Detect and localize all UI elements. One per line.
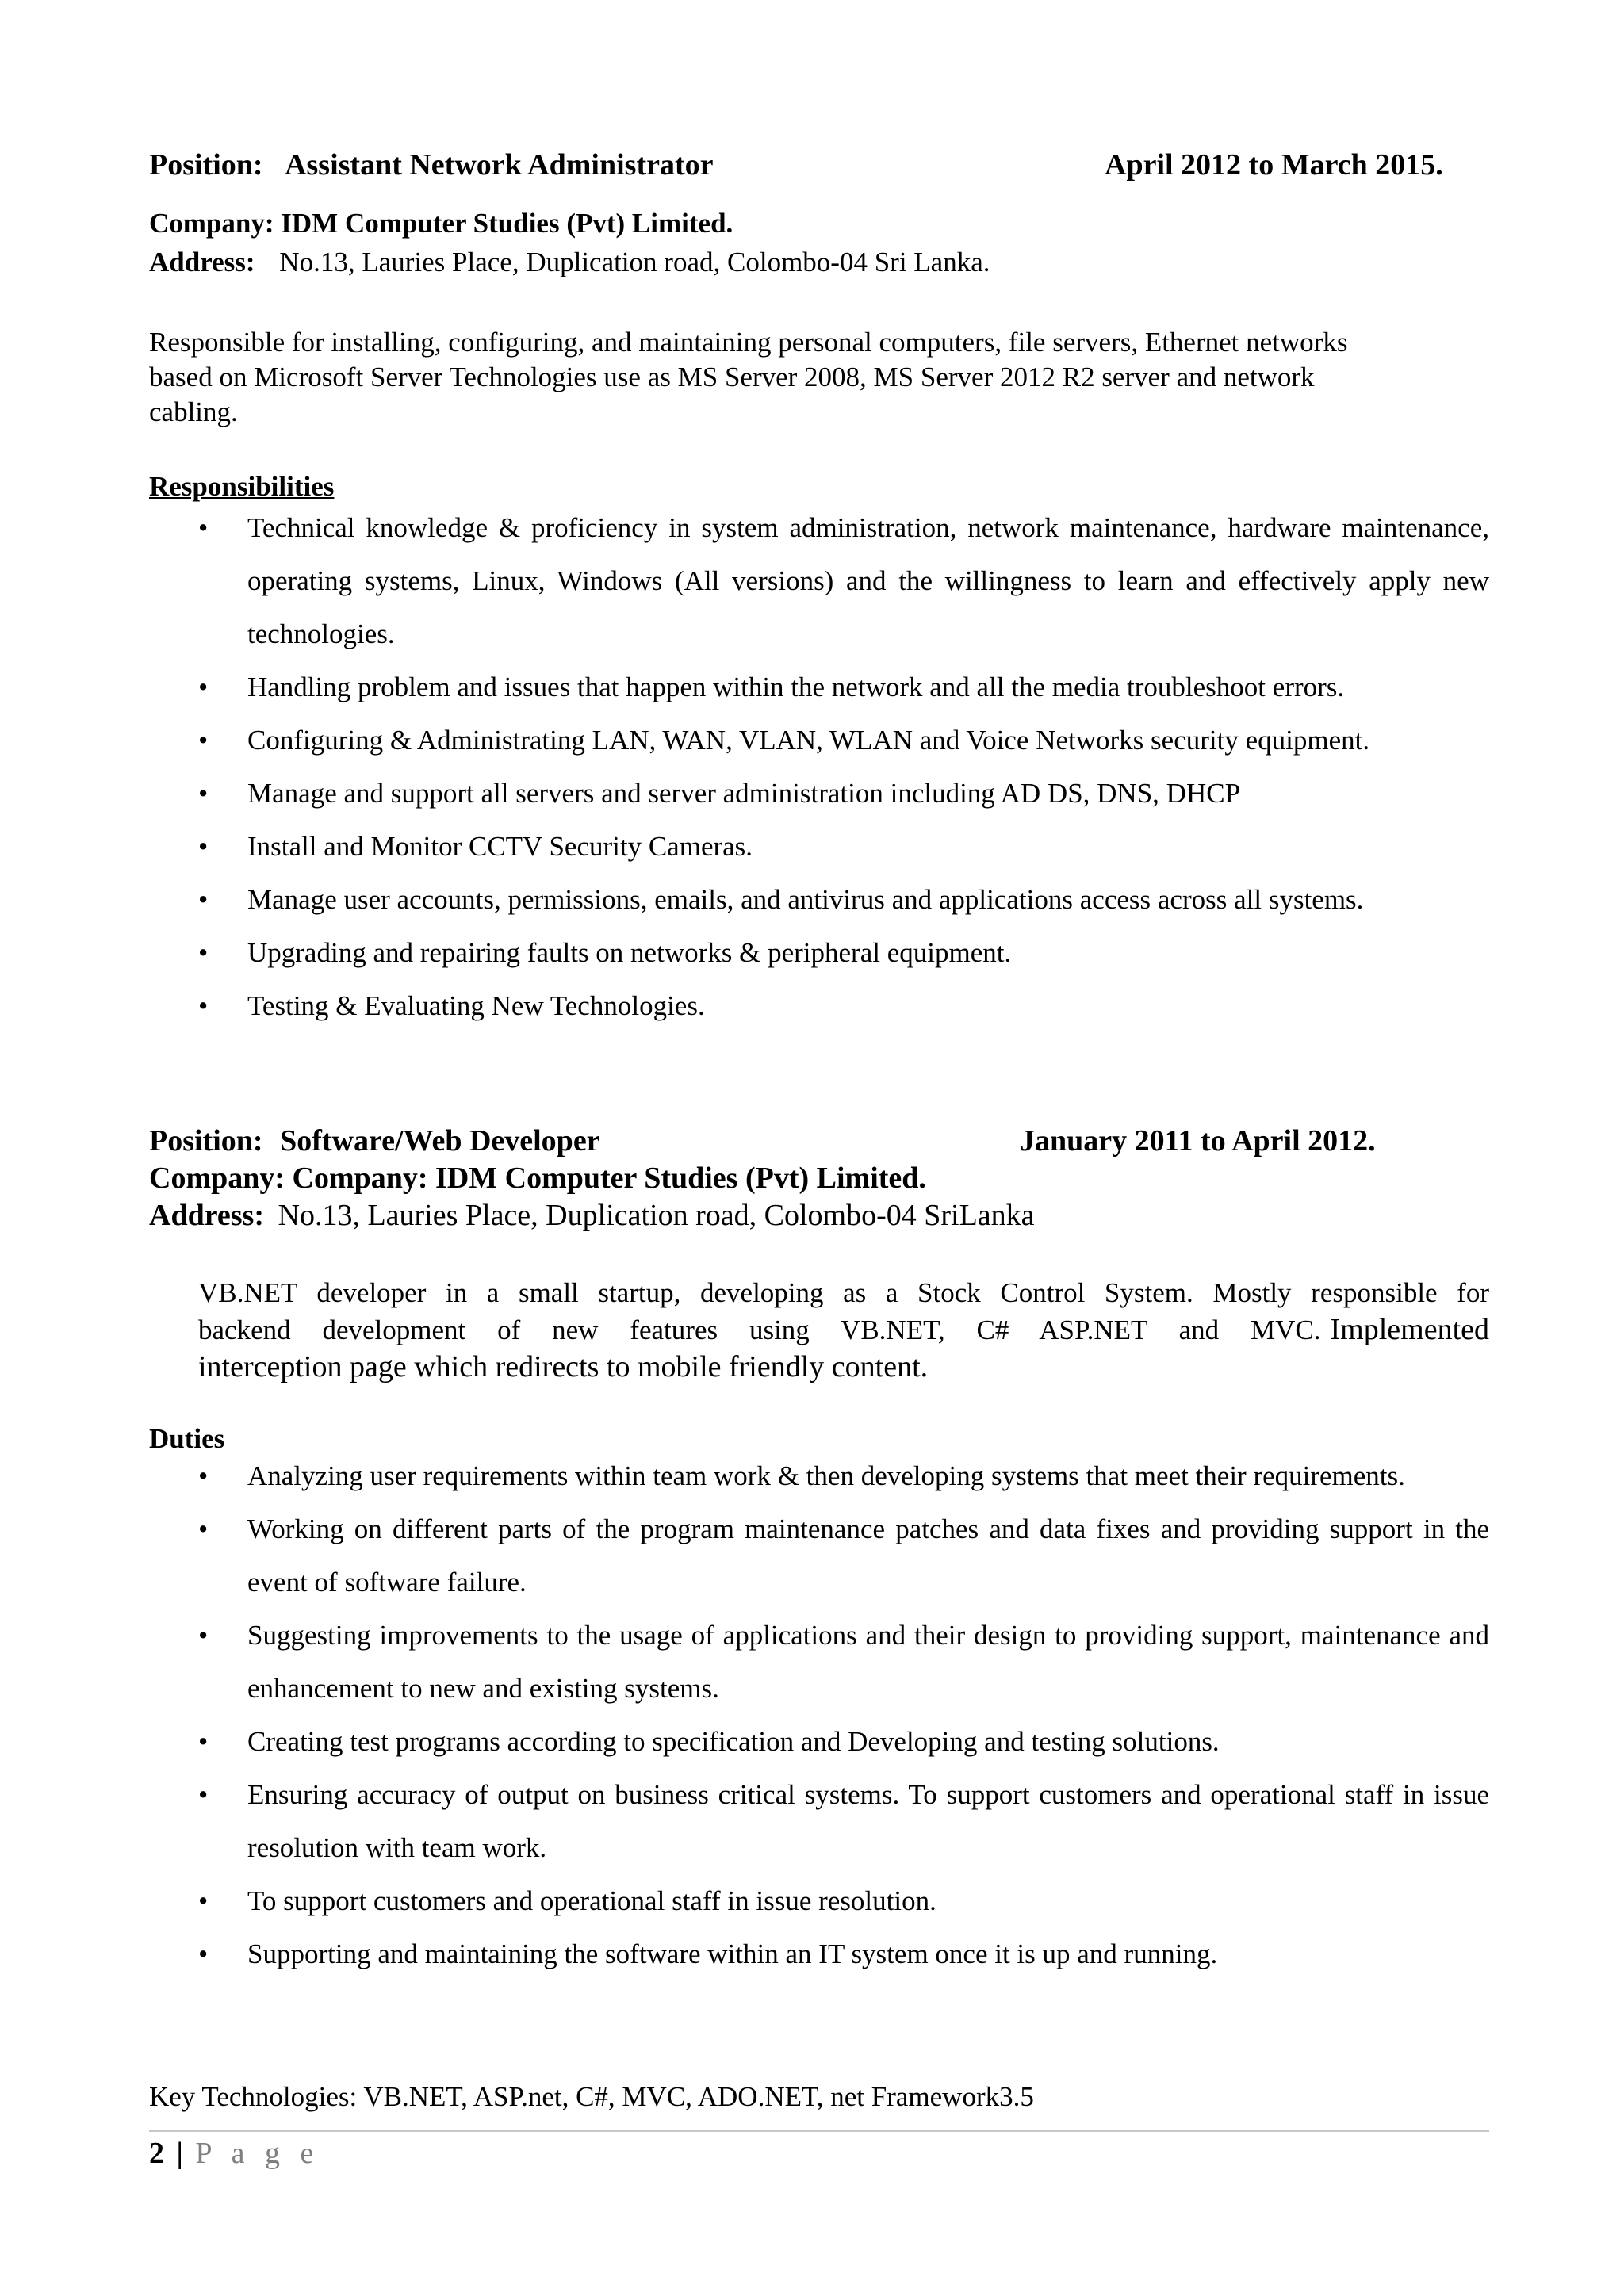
job2-duties-list <box>149 1449 1489 1980</box>
job2-address-value: No.13, Lauries Place, Duplication road, Colombo-04 SriLanka <box>278 1199 1035 1232</box>
page-footer <box>149 2136 320 2171</box>
job1-summary <box>149 325 1347 430</box>
job1-address-line <box>149 247 990 278</box>
bullet-icon: • <box>198 1885 209 1916</box>
bullet-icon: • <box>198 1513 209 1544</box>
footer-divider <box>149 2130 1489 2132</box>
list-item: • Manage user accounts, permissions, emails, and antivirus and applications access across all systems. <box>149 873 1489 926</box>
bullet-icon: • <box>198 778 209 809</box>
job2-summary-line3: interception page which redirects to mobile friendly content. <box>198 1350 929 1383</box>
job1-address-value: No.13, Lauries Place, Duplication road, Colombo-04 Sri Lanka. <box>279 247 990 277</box>
bullet-icon: • <box>198 1779 209 1810</box>
job1-address-label: Address: <box>149 247 255 277</box>
job2-dates: January 2011 to April 2012. <box>1020 1124 1376 1158</box>
bullet-icon: • <box>198 990 209 1021</box>
list-item: • Working on different parts of the program maintenance patches and data fixes and providing support in the event of software failure. <box>149 1502 1489 1609</box>
job2-summary <box>198 1275 1489 1385</box>
page-number: 2 <box>149 2137 164 2170</box>
bullet-icon: • <box>198 725 209 756</box>
list-item: • To support customers and operational staff in issue resolution. <box>149 1874 1489 1927</box>
job1-responsibilities-heading: Responsibilities <box>149 471 335 502</box>
job2-address-label: Address: <box>149 1199 264 1232</box>
bullet-icon: • <box>198 512 209 543</box>
job1-company: Company: IDM Computer Studies (Pvt) Limited. <box>149 208 733 239</box>
bullet-icon: • <box>198 1726 209 1757</box>
job1-position-line <box>149 147 714 182</box>
bullet-icon: • <box>198 937 209 968</box>
list-item: • Analyzing user requirements within team work & then developing systems that meet their requirements. <box>149 1449 1489 1502</box>
list-item: • Handling problem and issues that happen within the network and all the media troubleshoot errors. <box>149 660 1489 714</box>
job1-dates: April 2012 to March 2015. <box>1105 148 1443 182</box>
job2-company: Company: Company: IDM Computer Studies (Pvt) Limited. <box>149 1161 926 1195</box>
list-item: • Creating test programs according to specification and Developing and testing solutions. <box>149 1715 1489 1768</box>
job1-position-label: Position: <box>149 148 263 182</box>
list-item: • Configuring & Administrating LAN, WAN, VLAN, WLAN and Voice Networks security equipment. <box>149 714 1489 767</box>
job2-address-line <box>149 1198 1035 1233</box>
page-word: P a g e <box>195 2137 320 2170</box>
job1-summary-line2: based on Microsoft Server Technologies use as MS Server 2008, MS Server 2012 R2 server and network <box>149 362 1315 392</box>
job2-summary-line2: backend development of new features using VB.NET, C# ASP.NET and MVC. Implemented <box>198 1313 1489 1346</box>
bullet-icon: • <box>198 1460 209 1491</box>
bullet-icon: • <box>198 1938 209 1969</box>
job2-position-label: Position: <box>149 1124 263 1158</box>
bullet-icon: • <box>198 672 209 702</box>
list-item: • Upgrading and repairing faults on networks & peripheral equipment. <box>149 926 1489 979</box>
job2-position-line <box>149 1123 600 1158</box>
job2-summary-line1: VB.NET developer in a small startup, developing as a Stock Control System. Mostly responsible for <box>198 1277 1489 1308</box>
job2-duties-heading: Duties <box>149 1423 225 1454</box>
list-item: • Ensuring accuracy of output on business critical systems. To support customers and operational staff in issue resolution with team work. <box>149 1768 1489 1874</box>
job1-responsibilities-list <box>149 501 1489 1032</box>
job2-position-title: Software/Web Developer <box>280 1124 600 1158</box>
bullet-icon: • <box>198 884 209 915</box>
bullet-icon: • <box>198 1620 209 1651</box>
job1-summary-line3: cabling. <box>149 396 238 427</box>
job1-position-title: Assistant Network Administrator <box>285 148 714 182</box>
list-item: • Manage and support all servers and server administration including AD DS, DNS, DHCP <box>149 767 1489 820</box>
key-technologies: Key Technologies: VB.NET, ASP.net, C#, MVC, ADO.NET, net Framework3.5 <box>149 2081 1034 2112</box>
job1-summary-line1: Responsible for installing, configuring, and maintaining personal computers, file servers, Ethernet networks <box>149 327 1348 358</box>
list-item: • Testing & Evaluating New Technologies. <box>149 979 1489 1032</box>
list-item: • Supporting and maintaining the software within an IT system once it is up and running. <box>149 1927 1489 1980</box>
list-item: • Suggesting improvements to the usage of applications and their design to providing support, maintenance and enhancement to new and existing systems. <box>149 1609 1489 1715</box>
list-item: • Technical knowledge & proficiency in system administration, network maintenance, hardware maintenance, operating systems, Linux, Windows (All versions) and the willingness to learn and effectively apply new technologies. <box>149 501 1489 660</box>
page-separator: | <box>176 2137 183 2170</box>
bullet-icon: • <box>198 831 209 862</box>
list-item: • Install and Monitor CCTV Security Cameras. <box>149 820 1489 873</box>
